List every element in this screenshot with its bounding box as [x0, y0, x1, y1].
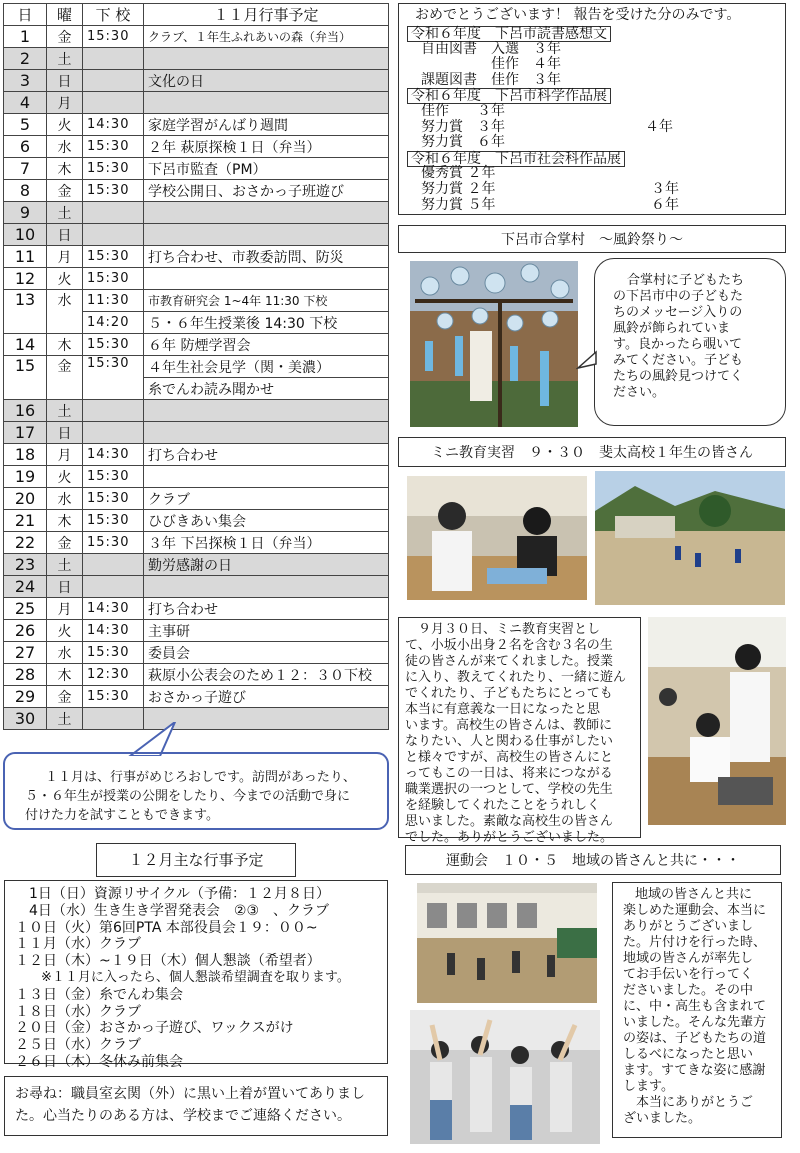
award-row: [407, 42, 777, 58]
calendar-event: 家庭学習がんばり週間: [144, 114, 389, 136]
december-item: １８日（水）クラブ: [15, 1003, 141, 1020]
calendar-day: 20: [4, 488, 47, 510]
calendar-event: [144, 400, 389, 422]
awards-title: おめでとうございます！ 報告を受けた分のみです。: [415, 7, 741, 23]
sports-line: てお手伝いを行ってく: [623, 967, 754, 982]
calendar-day: 11: [4, 246, 47, 268]
calendar-row: [4, 576, 389, 598]
furin-line: ちのメッセージ入りの: [613, 305, 743, 320]
calendar-day: 23: [4, 554, 47, 576]
mini-line: います。高校生の皆さんは、教師に: [405, 718, 612, 733]
sportsday-cleanup-photo: [417, 883, 597, 1003]
calendar-event: [144, 466, 389, 488]
calendar-row: [4, 114, 389, 136]
calendar-dismissal-time: 14:30: [83, 620, 144, 642]
calendar-day: 22: [4, 532, 47, 554]
mini-line: ９月３０日、ミニ教育実習とし: [405, 622, 601, 637]
calendar-day: 7: [4, 158, 47, 180]
calendar-event: ５・６年生授業後 14:30 下校: [144, 312, 389, 334]
calendar-row: [4, 158, 389, 180]
calendar-weekday: 木: [47, 158, 83, 180]
sports-line: しるべになったと思い: [623, 1047, 754, 1062]
notice-line: た。心当たりのある方は、学校までご連絡ください。: [15, 1108, 351, 1124]
calendar-day: 17: [4, 422, 47, 444]
calendar-weekday: 水: [47, 136, 83, 158]
calendar-day: 26: [4, 620, 47, 642]
calendar-event: おさかっ子遊び: [144, 686, 389, 708]
calendar-row: [4, 532, 389, 554]
calendar-day: 3: [4, 70, 47, 92]
award-text: 課題図書 佳作 ３年: [407, 71, 561, 88]
mini-line: なりたい、人と関わる仕事がしたい: [405, 734, 614, 749]
furin-line: たちの風鈴見つけてく: [613, 369, 744, 384]
sports-line: 楽しめた運動会、本当に: [623, 903, 767, 918]
award-heading: 令和６年度 下呂市読書感想文: [407, 26, 611, 42]
calendar-dismissal-time: 15:30: [83, 488, 144, 510]
calendar-weekday: 土: [47, 708, 83, 730]
lost-item-notice: [4, 1076, 388, 1136]
calendar-row: [4, 356, 389, 378]
calendar-dismissal-time: 14:30: [83, 114, 144, 136]
sports-line: ます。すてきな姿に感謝: [623, 1063, 766, 1078]
calendar-dismissal-time: 14:30: [83, 598, 144, 620]
sports-line: します。: [623, 1079, 674, 1094]
award-heading: 令和６年度 下呂市社会科作品展: [407, 151, 625, 167]
calendar-dismissal-time: 15:30: [83, 26, 144, 48]
awards-box: [398, 3, 786, 215]
sports-line: に、中・高生も含まれて: [623, 999, 767, 1014]
calendar-weekday: 金: [47, 180, 83, 202]
award-text: 優秀賞 ２年: [407, 165, 496, 182]
calendar-day: 21: [4, 510, 47, 532]
calendar-row: [4, 466, 389, 488]
calendar-weekday: 土: [47, 202, 83, 224]
calendar-day: 8: [4, 180, 47, 202]
calendar-row: [4, 202, 389, 224]
award-heading: 令和６年度 下呂市科学作品展: [407, 88, 611, 104]
mini-line: 本当に有意義な一日になったと思: [405, 702, 601, 717]
sports-line: の姿は、子どもたちの道: [623, 1031, 767, 1046]
sports-line: いました。そんな先輩方: [623, 1015, 767, 1030]
calendar-dismissal-time: 15:30: [83, 246, 144, 268]
mini-line: て、小坂小出身２名を含む３名の生: [405, 638, 613, 653]
calendar-event: [144, 422, 389, 444]
bubble-tail: [576, 350, 598, 372]
award-row: [407, 104, 777, 120]
december-title: １２月主な行事予定: [96, 843, 296, 877]
sports-line: ざいました。: [623, 1111, 702, 1126]
tablet-class-photo: [648, 617, 786, 825]
calendar-event: 主事研: [144, 620, 389, 642]
calendar-weekday: 月: [47, 598, 83, 620]
calendar-event: 市教育研究会 1~4年 11:30 下校: [144, 290, 389, 312]
calendar-weekday: 木: [47, 664, 83, 686]
award-text-extra: ４年: [645, 118, 673, 135]
mini-text: [398, 617, 641, 845]
calendar-day: 25: [4, 598, 47, 620]
award-text: 努力賞 ３年: [407, 118, 505, 135]
award-section-reading: [407, 26, 777, 42]
calendar-dismissal-time: 15:30: [83, 158, 144, 180]
furin-line: 合掌村に子どもたち: [627, 273, 745, 288]
calendar-dismissal-time: 11:30: [83, 290, 144, 312]
calendar-day: 12: [4, 268, 47, 290]
mini-line: 思いました。素敵な高校生の皆さん: [405, 814, 614, 829]
calendar-weekday: 金: [47, 532, 83, 554]
calendar-weekday: 木: [47, 510, 83, 532]
calendar-weekday: 日: [47, 576, 83, 598]
calendar-event: [144, 224, 389, 246]
award-text-extra: ３年: [651, 180, 679, 197]
calendar-day: 10: [4, 224, 47, 246]
award-row: [407, 120, 777, 136]
calendar-weekday: 火: [47, 268, 83, 290]
calendar-day: 9: [4, 202, 47, 224]
calendar-weekday: 月: [47, 444, 83, 466]
calendar-dismissal-time: 15:30: [83, 642, 144, 664]
calendar-weekday: 火: [47, 620, 83, 642]
calendar-dismissal-time: [83, 224, 144, 246]
calendar-row: [4, 334, 389, 356]
calendar-dismissal-time: 15:30: [83, 686, 144, 708]
calendar-dismissal-time: 15:30: [83, 466, 144, 488]
calendar-row: [4, 268, 389, 290]
calendar-dismissal-time: 15:30: [83, 334, 144, 356]
mini-line: でした。ありがとうございました。: [405, 830, 614, 845]
calendar-row: [4, 246, 389, 268]
december-item: ２５日（水）クラブ: [15, 1037, 141, 1054]
award-row: [407, 198, 777, 214]
december-item: １２日（木）~１９日（木）個人懇談（希望者）: [15, 953, 321, 970]
december-item: ２０日（金）おさかっ子遊び、ワックスがけ: [15, 1020, 294, 1037]
december-item: ※１１月に入ったら、個人懇談希望調査を取ります。: [15, 969, 350, 985]
award-row: [407, 166, 777, 182]
calendar-dismissal-time: 15:30: [83, 510, 144, 532]
calendar-event: 打ち合わせ、市教委訪問、防災: [144, 246, 389, 268]
calendar-dismissal-time: 14:30: [83, 444, 144, 466]
calendar-dismissal-time: 15:30: [83, 268, 144, 290]
calendar-day: 2: [4, 48, 47, 70]
calendar-dismissal-time: [83, 48, 144, 70]
calendar-event: [144, 48, 389, 70]
callout-line: 付けた力を試すこともできます。: [25, 808, 219, 823]
notice-line: お尋ね：職員室玄関（外）に黒い上着が置いてありまし: [15, 1086, 365, 1102]
december-item: 1日（日）資源リサイクル（予備：１２月８日）: [15, 886, 330, 902]
furin-line: ださい。: [613, 385, 666, 400]
calendar-weekday: 水: [47, 290, 83, 334]
mini-line: 職業選択の一つとして、学校の先生: [405, 782, 613, 797]
calendar-weekday: 月: [47, 92, 83, 114]
calendar-day: 6: [4, 136, 47, 158]
calendar-dismissal-time: [83, 202, 144, 224]
calendar-day: 19: [4, 466, 47, 488]
award-text-extra: ６年: [651, 196, 679, 213]
sports-line: ありがとうございまし: [623, 919, 754, 934]
classroom-photo: [407, 476, 587, 600]
sports-line: ださいました。その中: [623, 983, 754, 998]
calendar-row: [4, 48, 389, 70]
calendar-event: ６年 防煙学習会: [144, 334, 389, 356]
schoolyard-photo: [595, 471, 785, 605]
furin-line: みてください。子ども: [613, 353, 744, 368]
calendar-dismissal-time: [83, 400, 144, 422]
december-item: １０日（火）第6回PTA 本部役員会１９：００~: [15, 919, 318, 936]
calendar-day: 18: [4, 444, 47, 466]
mini-line: を経験してくれたことをうれしく: [405, 798, 601, 813]
calendar-event: [144, 708, 389, 730]
award-text: 佳作 ４年: [407, 56, 561, 73]
calendar-weekday: 日: [47, 70, 83, 92]
calendar-day: 27: [4, 642, 47, 664]
calendar-row: [4, 598, 389, 620]
award-text: 努力賞 ２年: [407, 180, 496, 197]
calendar-row: [4, 510, 389, 532]
sportsday-dance-photo: [410, 1010, 600, 1144]
calendar-day: 29: [4, 686, 47, 708]
calendar-dismissal-time: 15:30: [83, 180, 144, 202]
mini-line: に入り、教えてくれたり、一緒に遊ん: [405, 670, 627, 685]
calendar-event: 下呂市監査（PM）: [144, 158, 389, 180]
header-dismissal: 下 校: [83, 4, 144, 26]
sports-line: た。片付けを行った時、: [623, 935, 767, 950]
calendar-event: クラブ、１年生ふれあいの森（弁当）: [144, 26, 389, 48]
calendar-weekday: 水: [47, 642, 83, 664]
award-row: [407, 135, 777, 151]
award-section-science: [407, 88, 777, 104]
callout-tail: [120, 722, 180, 756]
calendar-event: ひびきあい集会: [144, 510, 389, 532]
calendar-day: 16: [4, 400, 47, 422]
calendar-weekday: 木: [47, 334, 83, 356]
header-weekday: 曜: [47, 4, 83, 26]
sports-line: 本当にありがとうご: [623, 1095, 754, 1110]
calendar-event: [144, 92, 389, 114]
calendar-day: 30: [4, 708, 47, 730]
calendar-row: [4, 554, 389, 576]
furin-line: す。良かったら覗いて: [613, 337, 742, 352]
calendar-weekday: 土: [47, 554, 83, 576]
calendar-dismissal-time: 12:30: [83, 664, 144, 686]
calendar-event: 糸でんわ読み聞かせ: [144, 378, 389, 400]
award-row: [407, 182, 777, 198]
callout-line: ５・６年生が授業の公開をしたり、今までの活動で身に: [25, 789, 351, 804]
calendar-row: [4, 708, 389, 730]
calendar-dismissal-time: [83, 422, 144, 444]
calendar-row: [4, 224, 389, 246]
calendar-event: 萩原小公表会のため１２：３０下校: [144, 664, 389, 686]
sports-text: [612, 882, 782, 1138]
november-calendar: [3, 3, 389, 730]
calendar-day: 4: [4, 92, 47, 114]
mini-line: でくれたり、子どもたちにとっても: [405, 686, 613, 701]
calendar-dismissal-time: 15:30: [83, 136, 144, 158]
december-item: １３日（金）糸でんわ集会: [15, 986, 183, 1003]
calendar-body: [4, 26, 389, 730]
calendar-row: [4, 422, 389, 444]
calendar-event: [144, 202, 389, 224]
furin-bubble: [594, 258, 786, 426]
calendar-event: 学校公開日、おさかっ子班遊び: [144, 180, 389, 202]
december-item: ２６日（木）冬休み前集会: [15, 1053, 183, 1070]
furin-title: 下呂市合掌村 ～風鈴祭り～: [398, 225, 786, 253]
calendar-event: ２年 萩原探検１日（弁当）: [144, 136, 389, 158]
calendar-weekday: 金: [47, 686, 83, 708]
calendar-day: 13: [4, 290, 47, 334]
calendar-weekday: 水: [47, 488, 83, 510]
calendar-dismissal-time: [83, 554, 144, 576]
calendar-dismissal-time: [83, 70, 144, 92]
header-day: 日: [4, 4, 47, 26]
calendar-row: [4, 180, 389, 202]
award-row: [407, 57, 777, 73]
calendar-day: 1: [4, 26, 47, 48]
calendar-row: [4, 664, 389, 686]
calendar-day: 5: [4, 114, 47, 136]
award-text: 佳作 ３年: [407, 102, 505, 119]
calendar-dismissal-time: [83, 576, 144, 598]
calendar-event: [144, 268, 389, 290]
furin-line: 風鈴が飾られていま: [613, 321, 731, 336]
calendar-row: [4, 686, 389, 708]
calendar-event: 委員会: [144, 642, 389, 664]
calendar-dismissal-time: 14:20: [83, 312, 144, 334]
calendar-event: [144, 576, 389, 598]
calendar-event: 文化の日: [144, 70, 389, 92]
calendar-day: 24: [4, 576, 47, 598]
calendar-weekday: 金: [47, 356, 83, 400]
calendar-day: 14: [4, 334, 47, 356]
calendar-weekday: 火: [47, 114, 83, 136]
november-callout: [3, 752, 389, 830]
calendar-weekday: 金: [47, 26, 83, 48]
calendar-weekday: 日: [47, 422, 83, 444]
calendar-event: 勤労感謝の日: [144, 554, 389, 576]
calendar-day: 28: [4, 664, 47, 686]
calendar-event: 打ち合わせ: [144, 598, 389, 620]
mini-line: と様々ですが、高校生の皆さんにと: [405, 750, 614, 765]
calendar-weekday: 土: [47, 48, 83, 70]
calendar-weekday: 土: [47, 400, 83, 422]
mini-line: 徒の皆さんが来てくれました。授業: [405, 654, 614, 669]
calendar-dismissal-time: 15:30: [83, 532, 144, 554]
calendar-dismissal-time: 15:30: [83, 356, 144, 400]
calendar-row: [4, 400, 389, 422]
calendar-row: [4, 92, 389, 114]
mini-line: ってもこの一日は、将来につながる: [405, 766, 613, 781]
calendar-weekday: 日: [47, 224, 83, 246]
calendar-row: [4, 642, 389, 664]
calendar-event: クラブ: [144, 488, 389, 510]
december-item: １１月（水）クラブ: [15, 936, 141, 953]
calendar-dismissal-time: [83, 92, 144, 114]
furin-line: の下呂市中の子どもた: [613, 289, 744, 304]
sports-line: 地域の皆さんと共に: [635, 887, 753, 902]
december-item: 4日（水）生き生き学習発表会 ②③ 、クラブ: [15, 902, 330, 919]
calendar-row: [4, 70, 389, 92]
calendar-row: [4, 620, 389, 642]
sports-title: 運動会 １０・５ 地域の皆さんと共に・・・: [405, 845, 781, 875]
calendar-row: [4, 136, 389, 158]
calendar-event: ３年 下呂探検１日（弁当）: [144, 532, 389, 554]
calendar-row: [4, 290, 389, 312]
calendar-weekday: 火: [47, 466, 83, 488]
award-row: [407, 73, 777, 89]
calendar-header: [4, 4, 389, 26]
wind-chime-photo: [410, 261, 578, 427]
award-text: 自由図書 入選 ３年: [407, 40, 561, 57]
calendar-row: [4, 26, 389, 48]
sports-line: 地域の皆さんが率先し: [623, 951, 754, 966]
calendar-row: [4, 444, 389, 466]
calendar-event: ４年生社会見学（関・美濃）: [144, 356, 389, 378]
award-section-social: [407, 151, 777, 167]
calendar-weekday: 月: [47, 246, 83, 268]
calendar-event: 打ち合わせ: [144, 444, 389, 466]
award-text: 努力賞 ６年: [407, 134, 505, 151]
calendar-day: 15: [4, 356, 47, 400]
calendar-row: [4, 488, 389, 510]
mini-title: ミニ教育実習 ９・３０ 斐太高校１年生の皆さん: [398, 437, 786, 467]
header-events: １１月行事予定: [144, 4, 389, 26]
award-text: 努力賞 ５年: [407, 196, 496, 213]
callout-line: １１月は、行事がめじろおしです。訪問があったり、: [45, 770, 356, 785]
december-schedule: [4, 880, 388, 1070]
